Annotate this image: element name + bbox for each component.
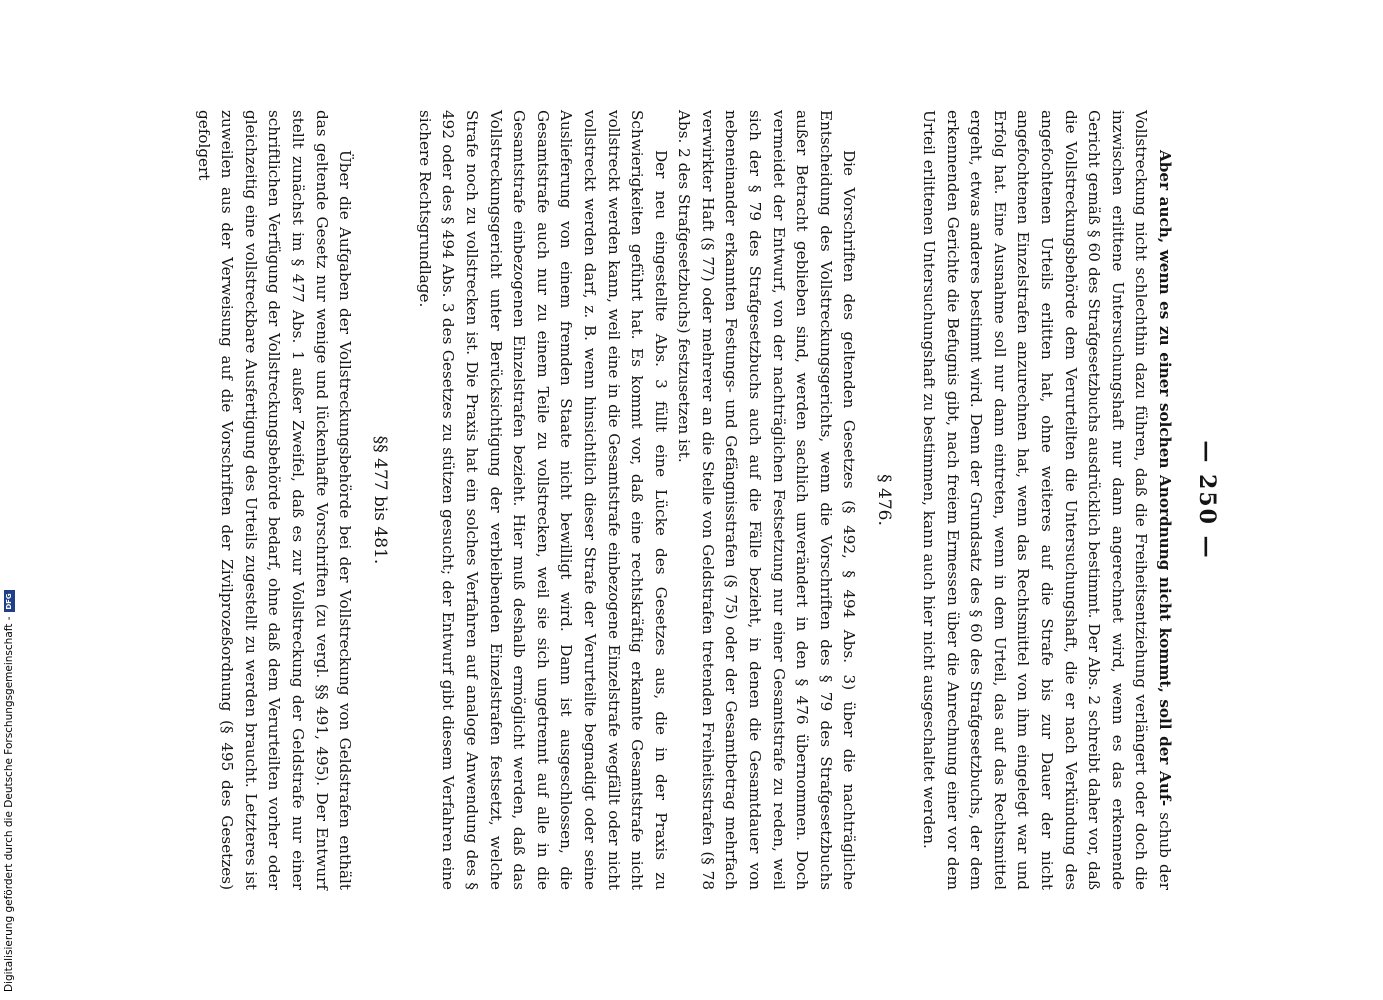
section-title-476: § 476. (874, 474, 895, 526)
section-title-477-481: §§ 477 bis 481. (370, 435, 391, 565)
dfg-logo: DFG (4, 590, 15, 612)
paragraph-4: Über die Aufgaben der Vollstreckungsbehörde bei der Vollstreckung von Geldstrafen enthält das geltende Gesetz nur wenige und lückenhafte Vorschriften (zu vergl. §§ 491, 495). Der Entwurf stellt zunächst im § 477 Abs. 1 außer Zweifel, daß es zur Vollstreckung der Geldstrafe nur einer schriftlichen Verfügung der Vollstreckungsbehörde bedarf, ohne daß dem Verurteilten vorher oder gleichzeitig eine vollstreckbare Ausfertigung des Urteils zugestellt zu werden braucht. Letzteres ist zuweilen aus der Verweisung auf die Vorschriften der Zivilprozeßordnung (§ 495 des Gesetzes) gefolgert (194, 110, 355, 890)
page-number: — 250 — (1194, 440, 1220, 560)
paragraph-1-lead: Aber auch, wenn es zu einer solchen Anordnung nicht kommt, soll der Auf- (1156, 150, 1174, 807)
credit-text: Digitalisierung gefördert durch die Deutsche Forschungsgemeinschaft - (3, 616, 15, 992)
paragraph-1 (916, 110, 1176, 890)
paragraph-1-body: schub der Vollstreckung nicht schlechthin dazu führen, daß die Freiheitsentziehung verlängert oder doch die inzwischen erlittene Untersuchungshaft nur dann angerechnet wird, wenn es das erkennende Gericht gemäß § 60 des Strafgesetzbuchs ausdrücklich bestimmt. Der Abs. 2 schreibt daher vor, daß die Vollstreckungsbehörde dem Verurteilten die Untersuchungshaft, die er nach Verkündung des angefochtenen Urteils erlitten hat, ohne weiteres auf die Strafe bis zur Dauer der nicht angefochtenen Einzelstrafen anzurechnen hat, wenn das Rechtsmittel von ihm eingelegt war und Erfolg hat. Eine Ausnahme soll nur dann eintreten, wenn in dem Urteil, das auf das Rechtsmittel ergeht, etwas anderes bestimmt wird. Denn der Grundsatz des § 60 des Strafgesetzbuchs, der dem erkennenden Gerichte die Befugnis gibt, nach freiem Ermessen über die Anrechnung einer vor dem Urteil erlittenen Untersuchungshaft zu bestimmen, kann auch hier nicht ausgeschaltet werden. (920, 110, 1174, 890)
digitization-credit (2, 593, 16, 992)
rotated-document-page (142, 70, 1242, 930)
paragraph-2: Die Vorschriften des geltenden Gesetzes (§ 492, § 494 Abs. 3) über die nachträgliche Entscheidung des Vollstreckungsgerichts, wenn die Vorschriften des § 79 des Strafgesetzbuchs außer Betracht geblieben sind, werden sachlich unverändert in den § 476 übernommen. Doch vermeidet der Entwurf, von der nachträglichen Festsetzung nur einer Gesamtstrafe zu reden, weil sich der § 79 des Strafgesetzbuchs auch auf die Fälle bezieht, in denen die Gesamtdauer von nebeneinander erkannten Festungs- und Gefängnisstrafen (§ 75) oder der Gesamtbetrag mehrfach verwirkter Haft (§ 77) oder mehrerer an die Stelle von Geldstrafen tretenden Freiheitsstrafen (§ 78 Abs. 2 des Strafgesetzbuchs) festzusetzen ist. (675, 110, 859, 890)
paragraph-3: Der neu eingestellte Abs. 3 füllt eine Lücke des Gesetzes aus, die in der Praxis zu Schwierigkeiten geführt hat. Es kommt vor, daß eine rechtskräftig erkannte Gesamtstrafe nicht vollstreckt werden kann, weil eine in die Gesamtstrafe einbezogene Einzelstrafe wegfällt oder nicht vollstreckt werden darf, z. B. wenn hinsichtlich dieser Strafe der Verurteilte begnadigt oder seine Auslieferung von einem fremden Staate nicht bewilligt wird. Dann ist ausgeschlossen, die Gesamtstrafe auch nur zu einem Teile zu vollstrecken, weil sie sich ungetrennt auf alle in die Gesamtstrafe einbezogenen Einzelstrafen bezieht. Hier muß deshalb ermöglicht werden, daß das Vollstreckungsgericht unter Berücksichtigung der verbleibenden Einzelstrafen festsetzt, welche Strafe noch zu vollstrecken ist. Die Praxis hat ein solches Verfahren auf analoge Anwendung des § 492 oder des § 494 Abs. 3 des Gesetzes zu stützen gesucht; der Entwurf gibt diesem Verfahren eine sichere Rechtsgrundlage. (415, 110, 670, 890)
